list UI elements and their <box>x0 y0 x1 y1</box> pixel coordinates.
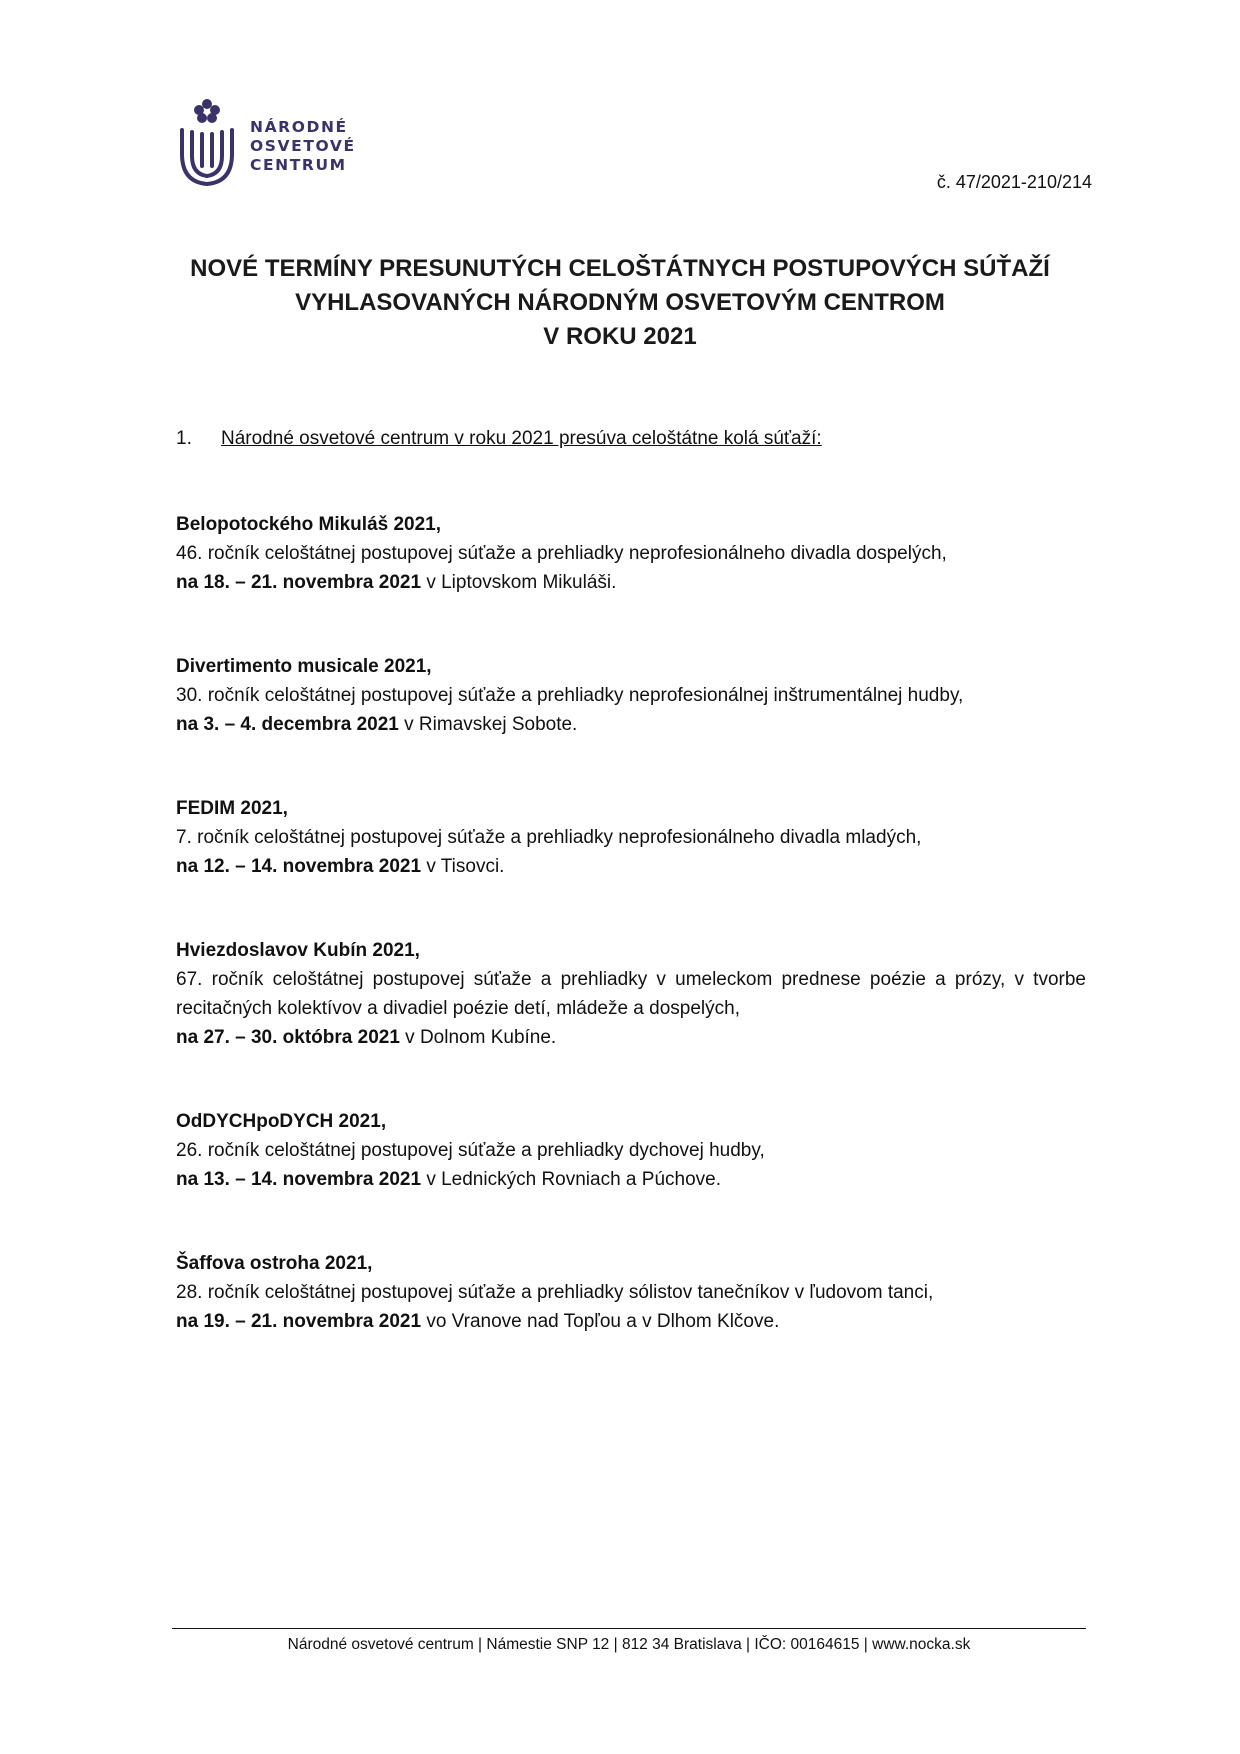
flower-emblem-icon <box>178 96 236 188</box>
competition-name: Divertimento musicale 2021, <box>176 656 432 677</box>
date-bold: na 27. – 30. októbra 2021 <box>176 1027 400 1048</box>
competition-list <box>176 510 1086 1391</box>
competition-date <box>176 1307 1086 1336</box>
competition-entry <box>176 1107 1086 1194</box>
date-bold: na 3. – 4. decembra 2021 <box>176 714 399 735</box>
competition-entry <box>176 794 1086 881</box>
competition-place: v Lednických Rovniach a Púchove. <box>421 1169 721 1190</box>
competition-description: 7. ročník celoštátnej postupovej súťaže a prehliadky neprofesionálneho divadla mladých, <box>176 827 922 848</box>
competition-place: v Tisovci. <box>421 856 505 877</box>
competition-date <box>176 1165 1086 1194</box>
competition-entry <box>176 652 1086 739</box>
competition-description: 26. ročník celoštátnej postupovej súťaže a prehliadky dychovej hudby, <box>176 1140 765 1161</box>
competition-entry <box>176 936 1086 1052</box>
competition-place: v Liptovskom Mikuláši. <box>421 572 617 593</box>
numbered-point <box>176 428 822 450</box>
competition-place: vo Vranove nad Topľou a v Dlhom Klčove. <box>421 1311 780 1332</box>
competition-place: v Dolnom Kubíne. <box>399 1027 557 1048</box>
competition-name: FEDIM 2021, <box>176 798 288 819</box>
reference-number: č. 47/2021-210/214 <box>936 172 1092 192</box>
competition-entry <box>176 1249 1086 1336</box>
competition-description: 46. ročník celoštátnej postupovej súťaže a prehliadky neprofesionálneho divadla dospelých, <box>176 543 947 564</box>
competition-description: 67. ročník celoštátnej postupovej súťaže a prehliadky v umeleckom prednese poézie a prózy, v tvorbe recitačných kolektívov a divadiel poézie detí, mládeže a dospelých, <box>176 969 1086 1019</box>
date-bold: na 19. – 21. novembra 2021 <box>176 1311 422 1332</box>
competition-date <box>176 1023 1086 1052</box>
date-bold: na 13. – 14. novembra 2021 <box>176 1169 422 1190</box>
competition-description: 28. ročník celoštátnej postupovej súťaže a prehliadky sólistov tanečníkov v ľudovom tanci, <box>176 1282 934 1303</box>
organization-logo <box>178 96 356 188</box>
competition-place: v Rimavskej Sobote. <box>398 714 578 735</box>
competition-description: 30. ročník celoštátnej postupovej súťaže a prehliadky neprofesionálnej inštrumentálnej hudby, <box>176 685 964 706</box>
point-number: 1. <box>176 428 192 449</box>
title-line: V ROKU 2021 <box>543 323 697 350</box>
footer-divider <box>172 1628 1086 1629</box>
competition-entry <box>176 510 1086 597</box>
title-line: NOVÉ TERMÍNY PRESUNUTÝCH CELOŠTÁTNYCH POSTUPOVÝCH SÚŤAŽÍ <box>190 255 1050 282</box>
competition-date <box>176 568 1086 597</box>
competition-name: Hviezdoslavov Kubín 2021, <box>176 940 420 961</box>
date-bold: na 18. – 21. novembra 2021 <box>176 572 422 593</box>
logo-line: CENTRUM <box>250 156 347 174</box>
logo-line: OSVETOVÉ <box>250 137 356 155</box>
logo-line: NÁRODNÉ <box>250 118 348 136</box>
competition-name: Belopotockého Mikuláš 2021, <box>176 514 442 535</box>
competition-date <box>176 710 1086 739</box>
logo-wordmark <box>250 118 356 175</box>
date-bold: na 12. – 14. novembra 2021 <box>176 856 422 877</box>
point-text: Národné osvetové centrum v roku 2021 presúva celoštátne kolá súťaží: <box>221 428 822 449</box>
footer-contact: Národné osvetové centrum | Námestie SNP 12 | 812 34 Bratislava | IČO: 00164615 | www.nocka.sk <box>287 1636 971 1653</box>
competition-name: OdDYCHpoDYCH 2021, <box>176 1111 387 1132</box>
competition-name: Šaffova ostroha 2021, <box>176 1253 373 1274</box>
competition-date <box>176 852 1086 881</box>
title-line: VYHLASOVANÝCH NÁRODNÝM OSVETOVÝM CENTROM <box>295 289 945 316</box>
document-title <box>150 252 1090 354</box>
